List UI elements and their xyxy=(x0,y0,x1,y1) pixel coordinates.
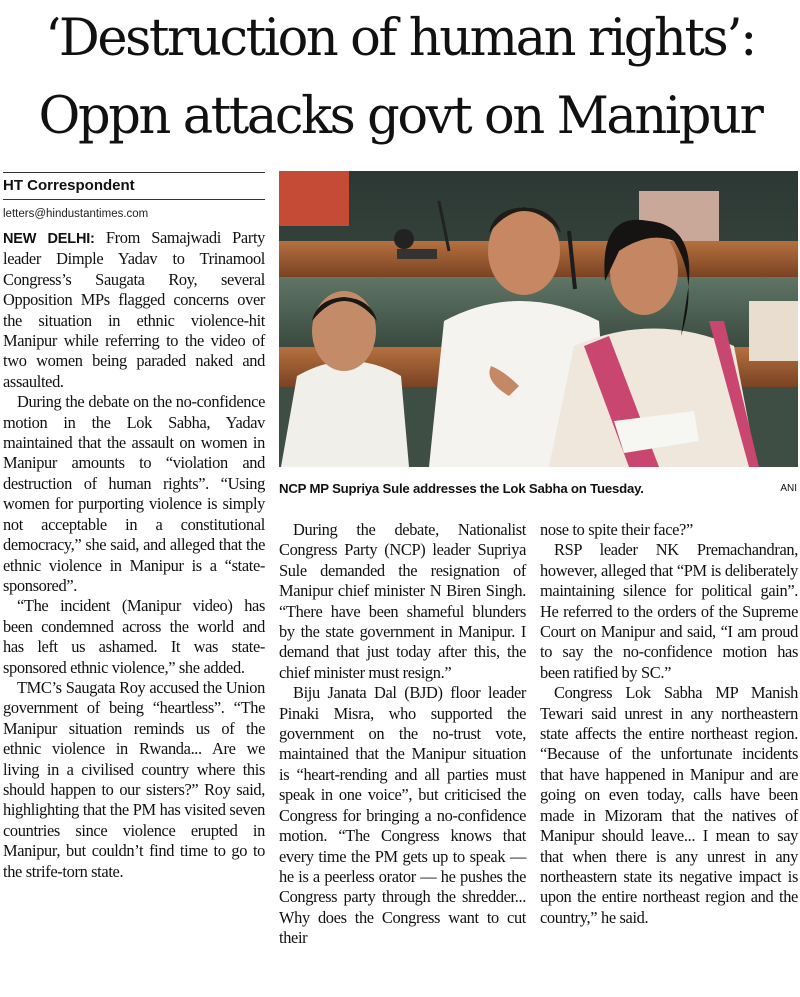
dateline: NEW DELHI: xyxy=(3,231,95,247)
photo-credit: ANI xyxy=(780,483,797,494)
headline xyxy=(0,0,800,156)
right-column xyxy=(540,520,798,928)
paragraph-6: Biju Janata Dal (BJD) floor leader Pinaki Misra, who supported the government on the no-trust vote, maintained that the Manipur situation is “heart-rending and all parties must speak in one voice”, but criticised the Congress for bringing a no-confidence motion. “The Congress knows that every time the PM gets up to speak — he is a peerless orator — he pushes the Congress party through the shredder... Why does the Congress want to cut their xyxy=(279,683,526,948)
paragraph-7: nose to spite their face?” xyxy=(540,520,693,539)
paragraph-5: During the debate, Nationalist Congress Party (NCP) leader Supriya Sule demanded the resignation of Manipur chief minister N Biren Singh. “There have been shameful blunders by the state government in Manipur. I demand that just today after this, the chief minister must resign.” xyxy=(279,520,526,682)
paragraph-9: Congress Lok Sabha MP Manish Tewari said unrest in any northeastern state affects the entire northeast region. “Because of the unfortunate incidents that have happened in Manipur and are going on even today, calls have been made in Mizoram that the natives of Manipur should leave... I mean to say that when there is any unrest in any northeastern state its negative impact is upon the entire northeast region and the country,” he said. xyxy=(540,683,798,927)
headline-line-2: Oppn attacks govt on Manipur xyxy=(38,87,762,146)
author-email[interactable]: letters@hindustantimes.com xyxy=(3,208,149,220)
headline-line-1: ‘Destruction of human rights’: xyxy=(45,9,755,68)
byline: HT Correspondent xyxy=(3,172,265,200)
paragraph-1-text: From Samajwadi Party leader Dimple Yadav to Trinamool Congress’s Saugata Roy, several Opposition MPs flagged concerns over the situation in ethnic violence-hit Manipur while referring to the video of two women being paraded naked and assaulted. xyxy=(3,228,266,391)
paragraph-3: “The incident (Manipur video) has been condemned across the world and has left us ashamed. It was state-sponsored ethnic violence,” she added. xyxy=(3,596,265,677)
news-photo xyxy=(279,171,798,467)
paragraph-4: TMC’s Saugata Roy accused the Union government of being “heartless”. “The Manipur situation reminds us of the ethnic violence in Rwanda... Are we living in a civilised country where this should happen to our sisters?” Roy said, highlighting that the PM has visited seven countries since violence erupted in Manipur, but couldn’t find time to go to the strife-torn state. xyxy=(3,677,265,881)
middle-column xyxy=(279,520,526,949)
paragraph-1 xyxy=(3,228,265,392)
left-column xyxy=(3,172,265,882)
photo-caption: NCP MP Supriya Sule addresses the Lok Sabha on Tuesday. xyxy=(279,481,644,496)
paragraph-2: During the debate on the no-confidence motion in the Lok Sabha, Yadav maintained that the assault on women in Manipur amounts to “violation and destruction of human rights”. “Using women for purporting violence is simply not acceptable in a constitutional democracy,” she said, and alleged that the ethnic violence in Manipur is a “state-sponsored”. xyxy=(3,392,265,595)
paragraph-8: RSP leader NK Premachandran, however, alleged that “PM is deliberately maintaining silence for political gain”. He referred to the orders of the Supreme Court on Manipur and said, “I am proud to say the no-confidence motion has been ratified by SC.” xyxy=(540,540,798,682)
